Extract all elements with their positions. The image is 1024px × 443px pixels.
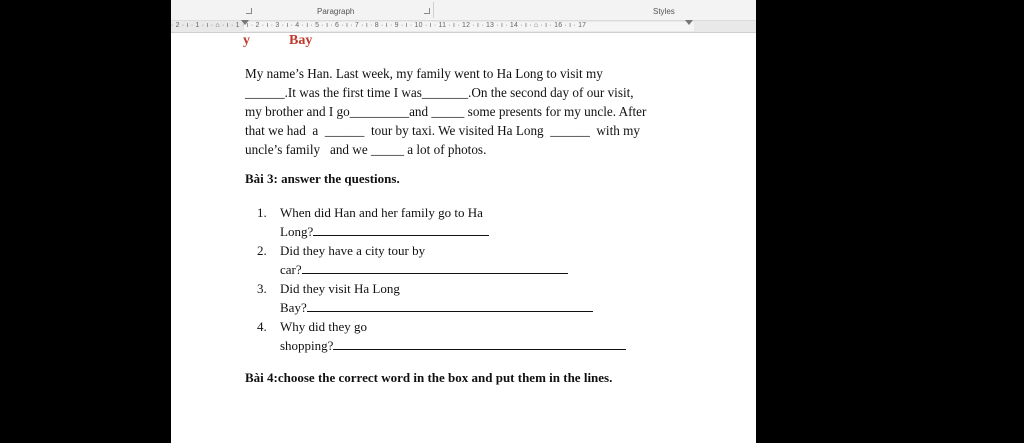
question-number: 4. [257,319,267,334]
horizontal-ruler[interactable] [171,21,756,33]
ruler-marks: · 2 · ı · 1 · ı · ⌂ · ı · 1 · ı · 2 · ı · 3 · ı · 4 · ı · 5 · ı · 6 · ı · 7 · ı · 8 · ı · 9 · ı · 10 · ı · 11 · ı · 12 · ı · 13 · ı · 14 · ı · ⌂ · ı · 16 · ı · 17 [171,22,587,29]
cutoff-text-left: y [243,33,250,48]
ribbon-bottom [171,0,756,21]
question-item [257,241,677,279]
right-indent-marker[interactable] [685,20,693,25]
question-item [257,279,677,317]
paragraph-line: uncle’s family and we _____ a lot of photos. [245,142,487,157]
paragraph-group-label: Paragraph [317,7,355,16]
answer-blank[interactable] [333,336,626,350]
question-number: 3. [257,281,267,296]
question-item [257,317,677,355]
question-item [257,203,677,241]
paragraph-line: my brother and I go_________and _____ some presents for my uncle. After [245,104,647,119]
cutoff-text-right: Bay [289,33,313,48]
font-dialog-launcher-icon[interactable] [246,8,252,14]
section-4-heading: Bài 4:choose the correct word in the box and put them in the lines. [245,370,613,385]
word-document-window [171,0,756,443]
left-indent-marker[interactable] [241,20,249,25]
paragraph-line: that we had a ______ tour by taxi. We visited Ha Long ______ with my [245,123,640,138]
question-text-cont: Long? [280,224,314,239]
question-text-cont: car? [280,262,302,277]
paragraph-line: ______.It was the first time I was_______.On the second day of our visit, [245,85,634,100]
styles-group-label: Styles [653,7,675,16]
paragraph-line: My name’s Han. Last week, my family went to Ha Long to visit my [245,66,603,81]
answer-blank[interactable] [307,298,593,312]
answer-blank[interactable] [302,260,568,274]
question-text-cont: shopping? [280,338,334,353]
questions-list [257,203,677,355]
story-paragraph [245,64,685,159]
question-text: Did they visit Ha Long [280,281,400,296]
ribbon-separator [433,2,434,18]
question-number: 1. [257,205,267,220]
section-3-heading: Bài 3: answer the questions. [245,171,400,186]
question-text: Why did they go [280,319,368,334]
question-text-cont: Bay? [280,300,307,315]
answer-blank[interactable] [313,222,489,236]
document-page[interactable] [171,33,756,443]
paragraph-dialog-launcher-icon[interactable] [424,8,430,14]
question-text: When did Han and her family go to Ha [280,205,483,220]
question-text: Did they have a city tour by [280,243,426,258]
question-number: 2. [257,243,267,258]
